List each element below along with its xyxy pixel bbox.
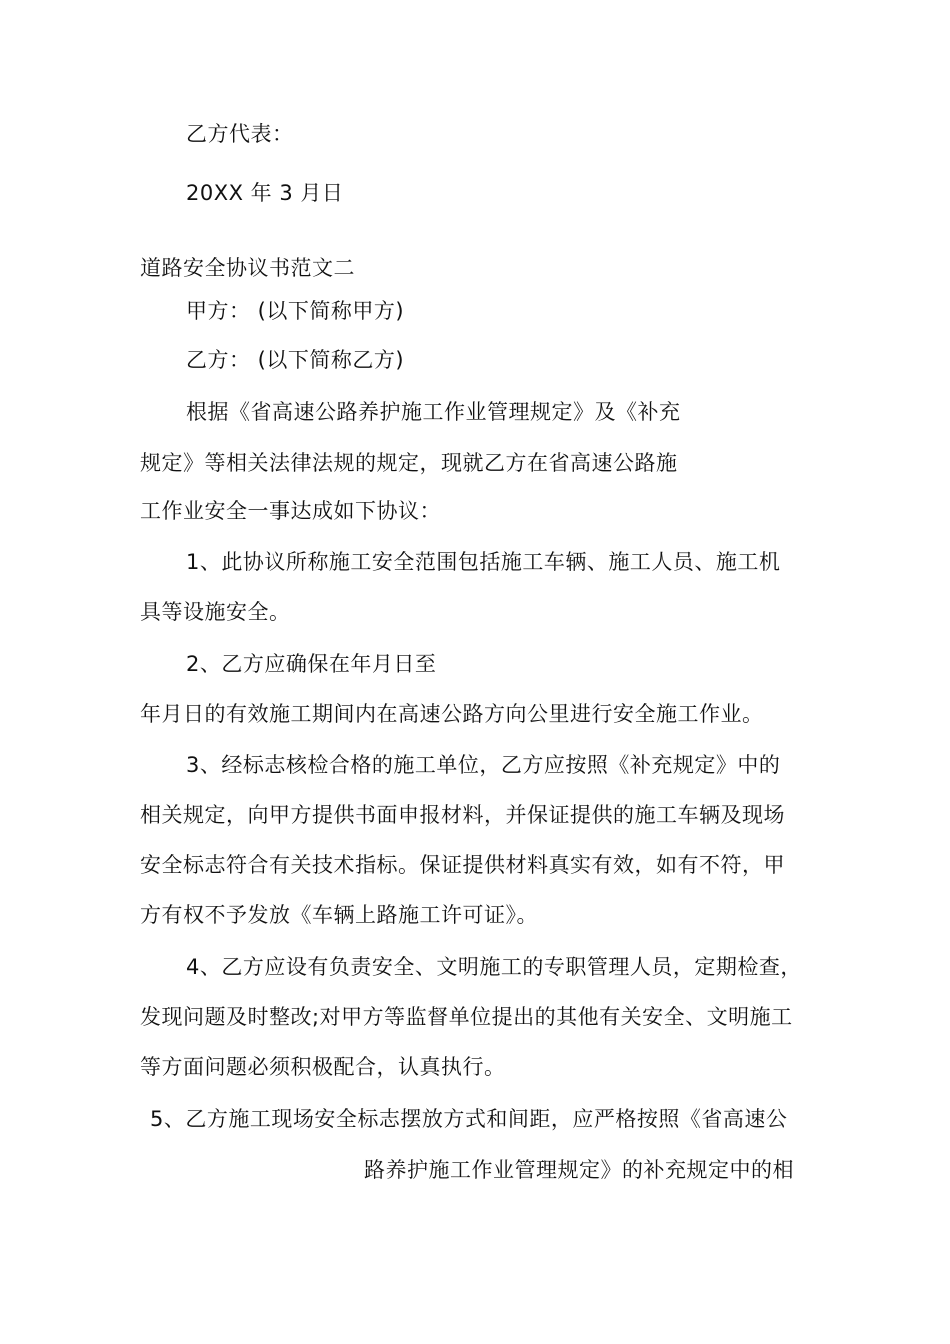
clause-1-line: 1、此协议所称施工安全范围包括施工车辆、施工人员、施工机 <box>186 550 781 574</box>
clause-5-line: 路养护施工作业管理规定》的补充规定中的相 <box>364 1158 794 1182</box>
clause-4-line: 等方面问题必须积极配合，认真执行。 <box>140 1055 506 1079</box>
party-a-line: 甲方： (以下简称甲方) <box>186 299 405 323</box>
clause-1-line: 具等设施安全。 <box>140 600 291 624</box>
paragraph-line: 根据《省高速公路养护施工作业管理规定》及《补充 <box>186 400 681 424</box>
clause-2-line: 年月日的有效施工期间内在高速公路方向公里进行安全施工作业。 <box>140 702 764 726</box>
section-title: 道路安全协议书范文二 <box>140 256 355 280</box>
clause-3-line: 3、经标志核检合格的施工单位，乙方应按照《补充规定》中的 <box>186 753 781 777</box>
clause-2-line: 2、乙方应确保在年月日至 <box>186 652 437 676</box>
party-b-line: 乙方： (以下简称乙方) <box>186 348 405 372</box>
clause-3-line: 相关规定，向甲方提供书面申报材料，并保证提供的施工车辆及现场 <box>140 803 785 827</box>
clause-3-line: 安全标志符合有关技术指标。保证提供材料真实有效，如有不符，甲 <box>140 853 785 877</box>
clause-3-line: 方有权不予发放《车辆上路施工许可证》。 <box>140 903 538 927</box>
representative-line: 乙方代表： <box>186 122 294 146</box>
date-line: 20XX 年 3 月日 <box>186 181 344 205</box>
clause-4-line: 发现问题及时整改;对甲方等监督单位提出的其他有关安全、文明施工 <box>140 1005 793 1029</box>
paragraph-line: 工作业安全一事达成如下协议： <box>140 499 441 523</box>
clause-4-line: 4、乙方应设有负责安全、文明施工的专职管理人员，定期检查， <box>186 955 802 979</box>
paragraph-line: 规定》等相关法律法规的规定，现就乙方在省高速公路施 <box>140 451 678 475</box>
clause-5-line: 5、乙方施工现场安全标志摆放方式和间距，应严格按照《省高速公 <box>150 1107 788 1131</box>
